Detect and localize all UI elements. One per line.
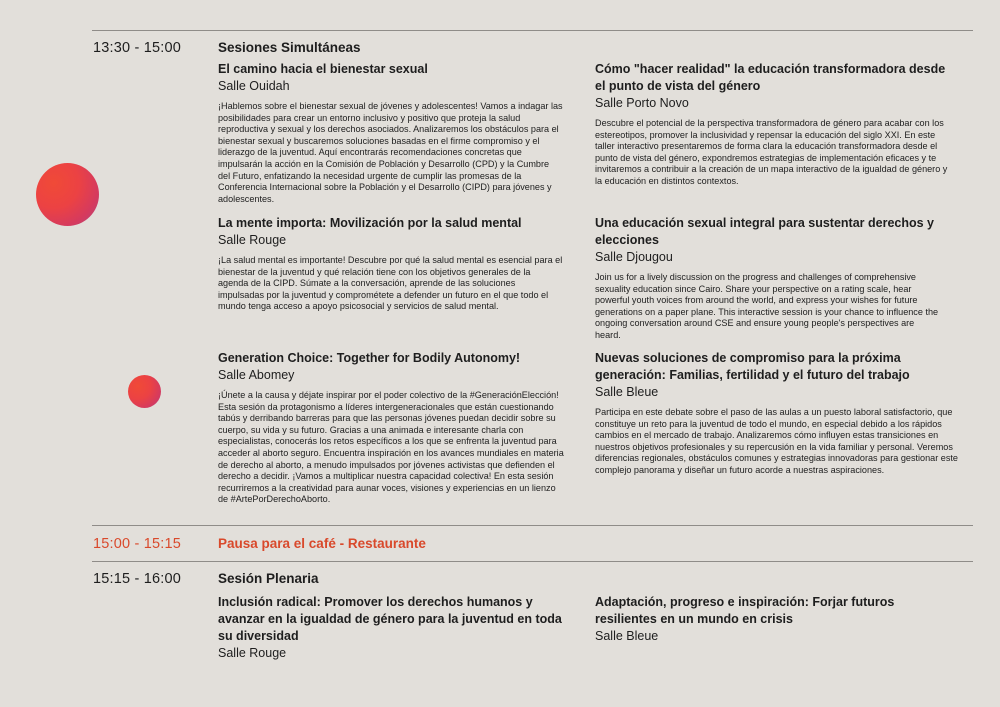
break-title: Pausa para el café - Restaurante [218, 536, 426, 551]
decorative-orb-large [36, 163, 99, 226]
session-description: Descubre el potencial de la perspectiva transformadora de género para acabar con los estereotipos, promover la inclusividad y repensar la educación del siglo XXI. En este taller interactivo presentaremos de forma clara la educación transformadora desde el punto de vista del género, expondremos estrategias de implementación eficaces y te invitaremos a contribuir a la creación de un mapa interactivo de la igualdad de género y la educación en distintos contextos. [595, 118, 948, 186]
session-card-5 [218, 350, 566, 506]
session-room: Salle Ouidah [218, 79, 290, 93]
divider-break-top [92, 525, 973, 526]
session-title: La mente importa: Movilización por la salud mental [218, 216, 522, 230]
session-description: Participa en este debate sobre el paso de las aulas a un puesto laboral satisfactorio, que constituye un reto para la juventud de todo el mundo, en especial debido a los rápidos cambios en el mercado de trabajo. Analizaremos cómo influyen estas transiciones en nuestros objetivos profesionales y su repercusión en la vida familiar y personal. Veremos diferencias regionales, obstáculos comunes y estrategias innovadoras para gestionar este complejo panorama y diseñar un futuro acorde a nuestras aspiraciones. [595, 407, 958, 475]
session-card-3 [218, 215, 563, 313]
plenary-card-2 [595, 594, 895, 651]
session-title: Cómo "hacer realidad" la educación transformadora desde el punto de vista del género [595, 62, 946, 93]
session-room: Salle Bleue [595, 385, 659, 399]
session-title: Una educación sexual integral para sustentar derechos y elecciones [595, 216, 935, 247]
session-description: ¡La salud mental es importante! Descubre por qué la salud mental es esencial para el bienestar de la juventud y qué relación tiene con los objetivos generales de la agenda de la CIPD. Súmate a la conversación, aprende de las soluciones impulsadas por la juventud y comprométete a defender un futuro en el que todo el mundo tenga acceso a apoyo psicosocial y servicios de salud mental. [218, 255, 563, 312]
section-title-plenary: Sesión Plenaria [218, 571, 319, 586]
session-title: Adaptación, progreso e inspiración: Forjar futuros resilientes en un mundo en crisis [595, 595, 895, 626]
session-room: Salle Bleue [595, 629, 659, 643]
session-title: Nuevas soluciones de compromiso para la próxima generación: Familias, fertilidad y el futuro del trabajo [595, 351, 910, 382]
session-room: Salle Djougou [595, 250, 673, 264]
session-room: Salle Rouge [218, 646, 287, 660]
time-slot-break: 15:00 - 15:15 [93, 536, 182, 552]
session-description: Join us for a lively discussion on the progress and challenges of comprehensive sexuality education since Cairo. Share your perspective on a rating scale, hear powerful youth voices from around the world, and express your wishes for future generations on a paper plane. This interactive session is your chance to influence the ongoing conversation around CSE and ensure young people's perspectives are heard. [595, 272, 939, 340]
session-card-4 [595, 215, 940, 342]
session-description: ¡Hablemos sobre el bienestar sexual de jóvenes y adolescentes! Vamos a indagar las posibilidades para crear un entorno inclusivo y positivo que proteja la salud reproductiva y sexual y los derechos asociados. Analizaremos los obstáculos para el bienestar sexual y buscaremos soluciones basadas en el firme compromiso y el liderazgo de la juventud. Aquí encontrarás recomendaciones concretas que impulsarán la acción en la Comisión de Población y Desarrollo (CPD) y la Cumbre del Futuro, enfatizando la necesidad urgente de cumplir las promesas de la Conferencia Internacional sobre la Población y el Desarrollo (CIPD) para jóvenes y adolescentes. [218, 101, 563, 204]
session-title: Generation Choice: Together for Bodily Autonomy! [218, 351, 521, 365]
session-card-6 [595, 350, 960, 477]
time-slot-2: 15:15 - 16:00 [93, 571, 182, 587]
divider-plenary-top [92, 561, 973, 562]
session-room: Salle Porto Novo [595, 96, 689, 110]
session-card-1 [218, 61, 563, 205]
session-title: El camino hacia el bienestar sexual [218, 62, 428, 76]
session-description: ¡Únete a la causa y déjate inspirar por el poder colectivo de la #GeneraciónElección! Esta sesión da protagonismo a líderes intergeneracionales que están cuestionando tabús y derribando barreras para que las personas jóvenes puedan decidir sobre su cuerpo, su vida y su futuro. Gracias a una animada e interesante charla con especialistas, conocerás los retos específicos a los que se enfrenta la juventud para acceder al aborto seguro. Encuentra inspiración en los avances mundiales en materia de derecho al aborto, a menudo impulsados por jóvenes activistas que defienden el derecho a decidir. ¡Vamos a multiplicar nuestra capacidad colectiva! En esta sesión recurriremos a la creatividad para aunar voces, visiones y experiencias en un lienzo de #ArtePorDerechoAborto. [218, 390, 564, 505]
divider-top [92, 30, 973, 31]
plenary-card-1 [218, 594, 563, 668]
decorative-orb-small [128, 375, 161, 408]
session-card-2 [595, 61, 953, 188]
time-slot-1: 13:30 - 15:00 [93, 40, 182, 56]
session-title: Inclusión radical: Promover los derechos humanos y avanzar en la igualdad de género para la juventud en toda su diversidad [218, 595, 562, 643]
session-room: Salle Rouge [218, 233, 287, 247]
session-room: Salle Abomey [218, 368, 295, 382]
section-title-simultaneous: Sesiones Simultáneas [218, 40, 361, 55]
